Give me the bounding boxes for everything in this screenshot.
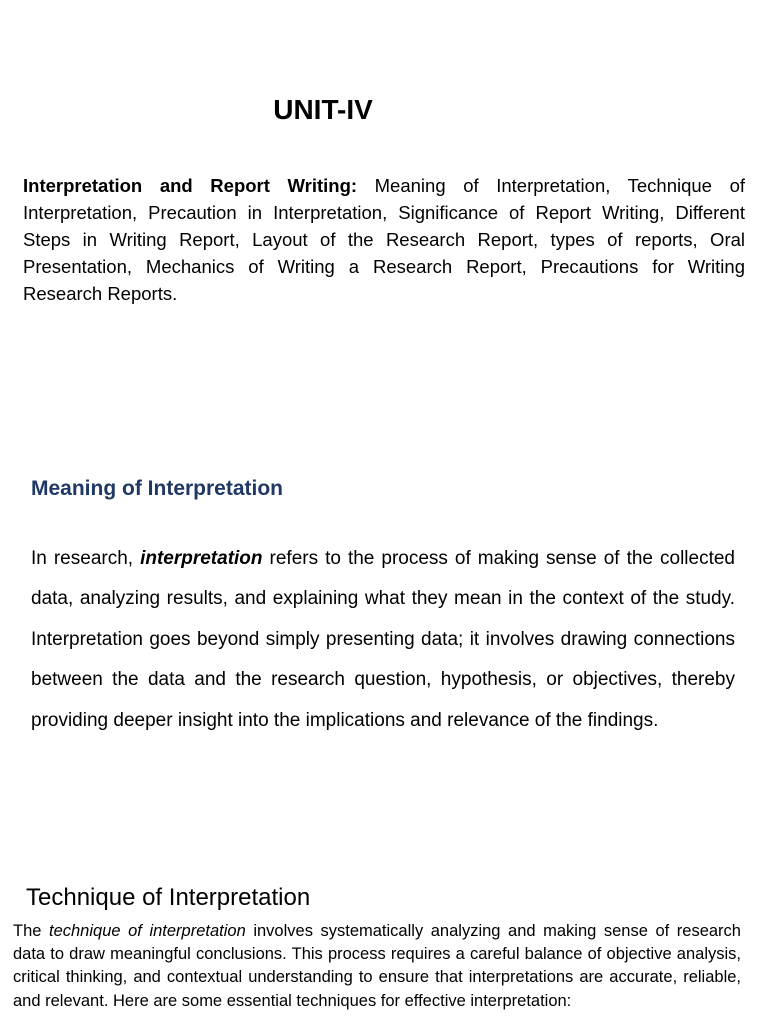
meaning-paragraph xyxy=(31,539,735,741)
syllabus-label: Interpretation and Report Writing: xyxy=(23,175,358,196)
meaning-heading: Meaning of Interpretation xyxy=(31,477,283,500)
technique-term: technique of interpretation xyxy=(49,922,246,940)
technique-prefix: The xyxy=(13,922,49,940)
unit-title: UNIT-IV xyxy=(273,94,373,125)
syllabus-paragraph xyxy=(23,172,745,307)
meaning-prefix: In research, xyxy=(31,548,141,569)
meaning-body: refers to the process of making sense of the collected data, analyzing results, and explaining what they mean in the context of the study. Interpretation goes beyond simply presenting data; it involves drawing connections between the data and the research question, hypothesis, or objectives, thereby providing deeper insight into the implications and relevance of the findings. xyxy=(31,548,735,731)
technique-heading: Technique of Interpretation xyxy=(26,884,311,911)
syllabus-topics: Meaning of Interpretation, Technique of Interpretation, Precaution in Interpretation, Significance of Report Writing, Different Steps in Writing Report, Layout of the Research Report, types of reports, Oral Presentation, Mechanics of Writing a Research Report, Precautions for Writing Research Reports. xyxy=(23,175,745,304)
technique-body: involves systematically analyzing and making sense of research data to draw meaningful conclusions. This process requires a careful balance of objective analysis, critical thinking, and contextual understanding to ensure that interpretations are accurate, reliable, and relevant. Here are some essential techniques for effective interpretation: xyxy=(13,922,741,1010)
meaning-term: interpretation xyxy=(140,548,263,569)
technique-paragraph xyxy=(13,920,741,1013)
